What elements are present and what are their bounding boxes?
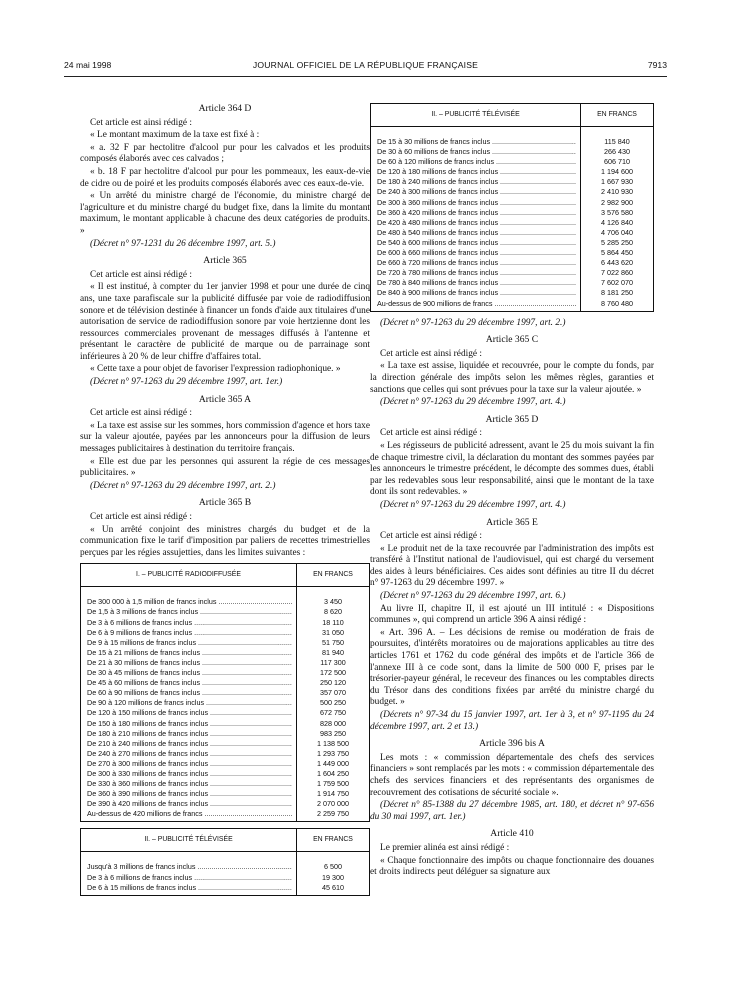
table-row-value: 1 449 000 — [317, 758, 349, 768]
decree-reference: (Décret n° 97-1263 du 29 décembre 1997, art. 6.) — [380, 591, 566, 602]
page-number: 7913 — [647, 60, 667, 70]
paragraph: « b. 18 F par hectolitre d'alcool pur pour les pommeaux, les eaux-de-vie de cidre ou de poiré et les produits composés élaborés avec ces eaux-de-vie. — [80, 166, 370, 189]
table-row-label: De 240 à 270 millions de francs inclus ..... — [87, 749, 292, 759]
paragraph: Cet article est ainsi rédigé : — [90, 512, 192, 522]
table-row-value: 1 138 500 — [317, 738, 349, 748]
table-row-value: 1 759 500 — [317, 779, 349, 789]
table-row-label: De 390 à 420 millions de francs inclus ..... — [87, 799, 292, 809]
paragraph: « La taxe est assise, liquidée et recouvrée, pour le compte du fonds, par la direction générale des impôts selon les mêmes règles, garanties et sanctions que celles qui sont prévues pour la taxe sur la valeur ajoutée. » — [370, 361, 654, 395]
table-row-value: 19 300 — [322, 872, 344, 882]
table-row-label: De 360 à 390 millions de francs inclus ..... — [87, 789, 292, 799]
table-row-label: De 60 à 90 millions de francs inclus ..... — [87, 688, 292, 698]
article-title: Article 365 C — [485, 334, 539, 346]
table-row-value: 6 500 — [324, 862, 342, 872]
decree-reference: (Décret n° 97-1231 du 26 décembre 1997, art. 5.) — [90, 238, 276, 249]
decree-reference: (Décrets n° 97-34 du 15 janvier 1997, art. 1er à 3, et n° 97-1195 du 24 décembre 1997, art. 2 et 13.) — [370, 710, 654, 732]
left-column — [80, 98, 370, 902]
column-header-bracket: I. – PUBLICITÉ RADIODIFFUSÉE — [81, 564, 297, 586]
table-row-value: 250 120 — [320, 678, 346, 688]
table-row-label: De 540 à 600 millions de francs inclus ..... — [377, 238, 576, 248]
table-row-value: 117 300 — [320, 657, 346, 667]
table-row-label: De 45 à 60 millions de francs inclus ..... — [87, 678, 292, 688]
table-header — [371, 104, 653, 127]
table-row-value: 1 293 750 — [317, 748, 349, 758]
table-row-label: De 270 à 300 millions de francs inclus ..... — [87, 759, 292, 769]
decree-reference: (Décret n° 97-1263 du 29 décembre 1997, art. 4.) — [380, 397, 566, 408]
table-row-value: 4 126 840 — [601, 217, 633, 227]
table-row-value: 983 250 — [320, 728, 346, 738]
table-row-label: De 6 à 9 millions de francs inclus ..... — [87, 628, 292, 638]
paragraph: Au livre II, chapitre II, il est ajouté un III intitulé : « Dispositions communes », qui comprend un article 396 A ainsi rédigé : — [370, 603, 654, 626]
table-row-value: 1 914 750 — [317, 789, 349, 799]
paragraph: Cet article est ainsi rédigé : — [90, 269, 192, 280]
column-header-bracket: II. – PUBLICITÉ TÉLÉVISÉE — [371, 104, 581, 126]
paragraph: Le premier alinéa est ainsi rédigé : — [380, 842, 510, 853]
table-row-value: 5 285 250 — [601, 237, 633, 247]
table-row-value: 172 500 — [320, 668, 346, 678]
table-row-label: De 300 à 360 millions de francs inclus ..... — [377, 198, 576, 208]
table-row-label: De 30 à 45 millions de francs inclus ..... — [87, 668, 292, 678]
table-row-value: 606 710 — [604, 157, 630, 167]
table-row-label: De 9 à 15 millions de francs inclus ..... — [87, 638, 292, 648]
paragraph: « Art. 396 A. – Les décisions de remise ou modération de frais de poursuites, d'intérêts moratoires ou de majorations applicables au titre des articles 1761 et 1762 du code général des impôts et de l'article 366 de l'annexe III à ce code sont, dans la limite de 500 000 F, prises par le trésorier-payeur général, le receveur des finances ou les comptables directs du Trésor dans des conditions fixées par arrêté du ministre chargé du budget. » — [370, 627, 654, 708]
paragraph: « Un arrêté conjoint des ministres chargés du budget et de la communication fixe le tarif d'imposition par paliers de recettes trimestrielles perçues par les régies assujetties, dans les limites suivantes : — [80, 524, 370, 558]
table-row-value: 2 070 000 — [317, 799, 349, 809]
table-row-label: De 180 à 240 millions de francs inclus ..... — [377, 177, 576, 187]
table-row-value: 51 750 — [322, 637, 344, 647]
journal-title: JOURNAL OFFICIEL DE LA RÉPUBLIQUE FRANÇAISE — [252, 60, 479, 70]
table-row-value: 7 022 860 — [601, 268, 633, 278]
decree-reference: (Décret n° 97-1263 du 29 décembre 1997, art. 2.) — [380, 317, 566, 328]
paragraph: « Il est institué, à compter du 1er janvier 1998 et pour une durée de cinq ans, une taxe parafiscale sur la publicité diffusée par voie de radiodiffusion sonore et de télévision destinée à financer un fonds d'aide aux titulaires d'une autorisation de service de radiodiffusion sonore par voie hertzienne dont les ressources commerciales provenant de messages diffusés à l'antenne et présentant le caractère de publicité de marque ou de parrainage sont inférieures à 20 % de leur chiffre d'affaires total. — [80, 282, 370, 362]
paragraph: Cet article est ainsi rédigé : — [380, 348, 482, 359]
decree-reference: (Décret n° 97-1263 du 29 décembre 1997, art. 1er.) — [90, 377, 283, 388]
table-row-value: 7 602 070 — [601, 278, 633, 288]
table-row-label: De 21 à 30 millions de francs inclus ..... — [87, 658, 292, 668]
table-row-value: 8 181 250 — [601, 288, 633, 298]
table-row-value: 266 430 — [604, 147, 630, 157]
paragraph: « Le produit net de la taxe recouvrée par l'administration des impôts est transféré à l'Institut national de l'audiovisuel, qui est chargé du versement des aides à leurs bénéficiaires. Ces aides sont définies au titre II du décret n° 97-1263 du 29 décembre 1997. » — [370, 543, 654, 589]
table-row-label: De 3 à 6 millions de francs inclus ..... — [87, 618, 292, 628]
paragraph: Les mots : « commission départementale des chefs des services financiers » sont remplacés par les mots : « commission départementale des chefs des services financiers et des représentants des organismes de recouvrement des cotisations de sécurité sociale ». — [370, 752, 654, 798]
table-row-label: De 480 à 540 millions de francs inclus ..... — [377, 228, 576, 238]
table-row-value: 8 620 — [324, 607, 342, 617]
table-row-label: De 120 à 180 millions de francs inclus ..... — [377, 167, 576, 177]
decree-reference: (Décret n° 97-1263 du 29 décembre 1997, art. 2.) — [90, 480, 276, 491]
article-title: Article 365 A — [198, 393, 252, 405]
table-row-value: 3 450 — [324, 597, 342, 607]
table-header — [81, 564, 369, 587]
article-title: Article 396 bis A — [479, 738, 545, 750]
table-row-label: De 60 à 120 millions de francs inclus ..... — [377, 157, 576, 167]
table-row-value: 500 250 — [320, 698, 346, 708]
radio-tax-table — [80, 563, 370, 822]
header-rule — [64, 76, 667, 77]
table-row-value: 2 982 900 — [601, 197, 633, 207]
paragraph: « Un arrêté du ministre chargé de l'économie, du ministre chargé de l'agriculture et du ministre chargé du budget fixe, dans la limite du montant maximum, le montant applicable à chacune des deux catégories de produits. » — [80, 191, 370, 236]
tv-tax-table-continued — [370, 103, 654, 312]
table-row-label: De 780 à 840 millions de francs inclus ..... — [377, 278, 576, 288]
table-row-label: De 660 à 720 millions de francs inclus ..... — [377, 258, 576, 268]
column-header-amount: EN FRANCS — [313, 571, 353, 579]
paragraph: « a. 32 F par hectolitre d'alcool pur pour les calvados et les produits composés élaborés avec ces calvados ; — [80, 142, 370, 165]
table-row-label: De 90 à 120 millions de francs inclus ..... — [87, 698, 292, 708]
table-row-label: De 300 000 à 1,5 million de francs inclus ..... — [87, 597, 292, 607]
table-row-label: De 30 à 60 millions de francs inclus ..... — [377, 147, 576, 157]
paragraph: « La taxe est assise sur les sommes, hors commission d'agence et hors taxe sur la valeur ajoutée, payées par les annonceurs pour la diffusion de leurs messages publicitaires à destination du territoire français. — [80, 420, 370, 455]
table-header — [81, 829, 369, 852]
table-row-label: De 1,5 à 3 millions de francs inclus ..... — [87, 607, 292, 617]
table-row-value: 1 667 930 — [601, 177, 633, 187]
article-title: Article 364 D — [198, 103, 252, 114]
table-row-label: Au-dessus de 900 millions de francs ..... — [377, 299, 576, 309]
table-row-value: 45 610 — [322, 882, 344, 892]
decree-reference: (Décret n° 97-1263 du 29 décembre 1997, art. 4.) — [380, 499, 566, 510]
right-column — [370, 103, 654, 880]
table-row-label: Jusqu'à 3 millions de francs inclus ..... — [87, 862, 292, 872]
table-row-label: De 3 à 6 millions de francs inclus ..... — [87, 873, 292, 883]
decree-reference: (Décret n° 85-1388 du 27 décembre 1985, art. 180, et décret n° 97-656 du 30 mai 1997, art. 1er.) — [370, 800, 654, 822]
table-row-label: De 240 à 300 millions de francs inclus ..... — [377, 187, 576, 197]
table-row-label: De 600 à 660 millions de francs inclus ..... — [377, 248, 576, 258]
column-header-amount: EN FRANCS — [597, 110, 637, 118]
page-header — [64, 60, 667, 74]
table-row-value: 81 940 — [322, 647, 344, 657]
article-title: Article 365 B — [198, 497, 252, 509]
table-row-label: De 420 à 480 millions de francs inclus ..... — [377, 218, 576, 228]
paragraph: Cet article est ainsi rédigé : — [90, 408, 192, 419]
table-row-value: 1 194 600 — [601, 167, 633, 177]
table-row-label: De 720 à 780 millions de francs inclus ..... — [377, 268, 576, 278]
issue-date: 24 mai 1998 — [64, 60, 112, 70]
table-row-label: De 840 à 900 millions de francs inclus ..... — [377, 288, 576, 298]
table-row-value: 115 840 — [604, 137, 630, 146]
table-row-value: 828 000 — [320, 718, 346, 728]
table-row-label: De 15 à 21 millions de francs inclus ..... — [87, 648, 292, 658]
table-row-value: 31 050 — [322, 627, 344, 637]
article-title: Article 410 — [490, 828, 534, 840]
table-row-value: 357 070 — [320, 688, 346, 698]
table-row-label: De 330 à 360 millions de francs inclus ..... — [87, 779, 292, 789]
article-title: Article 365 — [203, 255, 247, 267]
table-row-label: De 120 à 150 millions de francs inclus ..... — [87, 708, 292, 718]
column-header-bracket: II. – PUBLICITÉ TÉLÉVISÉE — [81, 829, 297, 851]
table-row-value: 5 864 450 — [601, 248, 633, 258]
table-row-label: De 360 à 420 millions de francs inclus ..... — [377, 208, 576, 218]
paragraph: Cet article est ainsi rédigé : — [380, 531, 482, 542]
table-row-label: De 15 à 30 millions de francs inclus ..... — [377, 137, 576, 147]
table-row-value: 1 604 250 — [317, 768, 349, 778]
table-row-value: 672 750 — [320, 708, 346, 718]
article-title: Article 365 E — [486, 516, 538, 528]
table-row-value: 2 410 930 — [601, 187, 633, 197]
paragraph: « Elle est due par les personnes qui assurent la régie de ces messages publicitaires. » — [80, 456, 370, 479]
table-row-value: 18 110 — [322, 617, 344, 627]
paragraph: Cet article est ainsi rédigé : — [380, 428, 482, 439]
table-row-label: Au-dessus de 420 millions de francs ..... — [87, 809, 292, 819]
paragraph: « Le montant maximum de la taxe est fixé à : — [90, 130, 260, 141]
column-header-amount: EN FRANCS — [313, 836, 353, 844]
article-title: Article 365 D — [485, 413, 539, 425]
table-row-label: De 300 à 330 millions de francs inclus ..... — [87, 769, 292, 779]
table-row-value: 2 259 750 — [317, 809, 349, 819]
paragraph: « Cette taxe a pour objet de favoriser l'expression radiophonique. » — [90, 364, 341, 375]
paragraph: « Chaque fonctionnaire des impôts ou chaque fonctionnaire des douanes et droits indirects peut déléguer sa signature aux — [370, 855, 654, 878]
table-row-label: De 210 à 240 millions de francs inclus ..... — [87, 739, 292, 749]
paragraph: « Les régisseurs de publicité adressent, avant le 25 du mois suivant la fin de chaque trimestre civil, la déclaration du montant des sommes payées par les annonceurs le trimestre précédent, le décompte des sommes dues, établi par les redevables sous leur responsabilité, ainsi que le montant de la taxe dont ils sont redevables. » — [370, 440, 654, 498]
table-row-value: 4 706 040 — [601, 227, 633, 237]
tv-tax-table-start — [80, 828, 370, 895]
table-row-label: De 6 à 15 millions de francs inclus ..... — [87, 883, 292, 893]
table-row-label: De 150 à 180 millions de francs inclus ..... — [87, 719, 292, 729]
table-row-label: De 180 à 210 millions de francs inclus ..... — [87, 729, 292, 739]
table-row-value: 8 760 480 — [601, 298, 633, 308]
table-row-value: 6 443 620 — [601, 258, 633, 268]
table-row-value: 3 576 580 — [601, 207, 633, 217]
paragraph: Cet article est ainsi rédigé : — [90, 117, 192, 128]
